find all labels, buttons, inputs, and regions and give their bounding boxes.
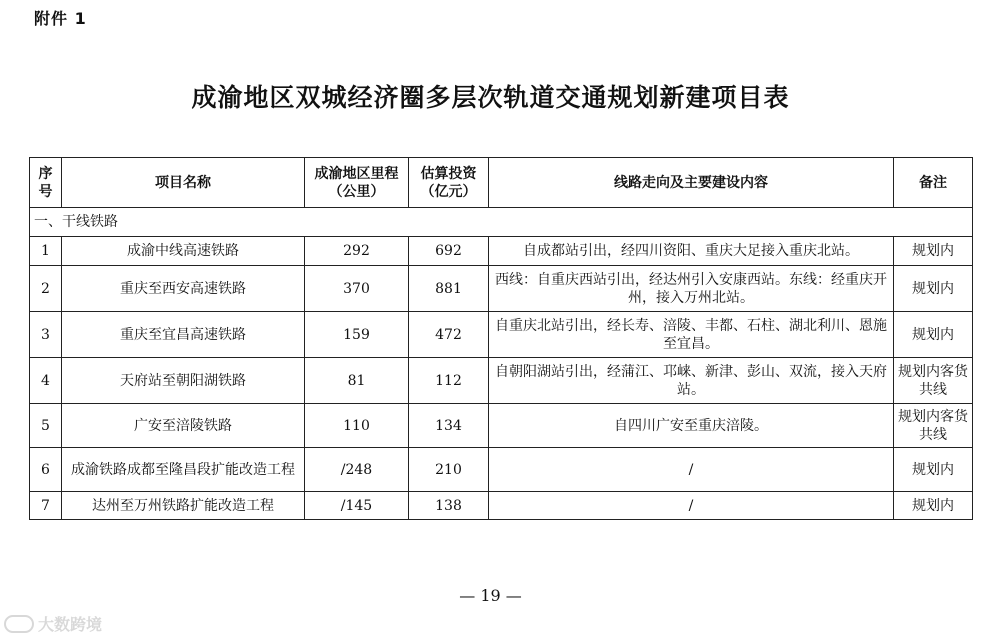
row-mileage: 110 bbox=[305, 404, 409, 448]
row-investment: 692 bbox=[409, 237, 489, 266]
row-note: 规划内客货共线 bbox=[894, 358, 973, 404]
section-row bbox=[30, 208, 973, 237]
row-name: 重庆至宜昌高速铁路 bbox=[62, 312, 305, 358]
header-mileage: 成渝地区里程（公里） bbox=[305, 158, 409, 208]
row-note: 规划内 bbox=[894, 312, 973, 358]
row-index: 7 bbox=[30, 492, 62, 520]
row-note: 规划内 bbox=[894, 448, 973, 492]
row-mileage: 370 bbox=[305, 266, 409, 312]
row-investment: 112 bbox=[409, 358, 489, 404]
row-note: 规划内 bbox=[894, 492, 973, 520]
row-route: 西线：自重庆西站引出，经达州引入安康西站。东线：经重庆开州，接入万州北站。 bbox=[489, 266, 894, 312]
row-name: 成渝铁路成都至隆昌段扩能改造工程 bbox=[62, 448, 305, 492]
table-row bbox=[30, 448, 973, 492]
watermark-text: 大数跨境 bbox=[38, 615, 103, 634]
row-name: 广安至涪陵铁路 bbox=[62, 404, 305, 448]
row-index: 3 bbox=[30, 312, 62, 358]
table-row bbox=[30, 266, 973, 312]
row-note: 规划内 bbox=[894, 237, 973, 266]
header-note: 备注 bbox=[894, 158, 973, 208]
row-name: 天府站至朝阳湖铁路 bbox=[62, 358, 305, 404]
row-investment: 472 bbox=[409, 312, 489, 358]
header-investment: 估算投资（亿元） bbox=[409, 158, 489, 208]
watermark-logo-icon bbox=[4, 615, 34, 633]
row-mileage: 292 bbox=[305, 237, 409, 266]
row-mileage: /248 bbox=[305, 448, 409, 492]
row-investment: 881 bbox=[409, 266, 489, 312]
row-mileage: 81 bbox=[305, 358, 409, 404]
row-mileage: 159 bbox=[305, 312, 409, 358]
table-row bbox=[30, 312, 973, 358]
section-label: 一、干线铁路 bbox=[30, 208, 973, 237]
project-table bbox=[29, 157, 973, 520]
row-index: 1 bbox=[30, 237, 62, 266]
row-route: 自成都站引出，经四川资阳、重庆大足接入重庆北站。 bbox=[489, 237, 894, 266]
row-name: 成渝中线高速铁路 bbox=[62, 237, 305, 266]
row-index: 6 bbox=[30, 448, 62, 492]
row-route: / bbox=[489, 492, 894, 520]
row-route: 自重庆北站引出，经长寿、涪陵、丰都、石柱、湖北利川、恩施至宜昌。 bbox=[489, 312, 894, 358]
row-index: 2 bbox=[30, 266, 62, 312]
table-row bbox=[30, 492, 973, 520]
table-row bbox=[30, 404, 973, 448]
row-name: 重庆至西安高速铁路 bbox=[62, 266, 305, 312]
annex-label: 附件 1 bbox=[34, 9, 87, 28]
header-name: 项目名称 bbox=[62, 158, 305, 208]
table-header-row bbox=[30, 158, 973, 208]
row-investment: 138 bbox=[409, 492, 489, 520]
row-index: 4 bbox=[30, 358, 62, 404]
watermark bbox=[4, 612, 102, 635]
row-note: 规划内 bbox=[894, 266, 973, 312]
header-route: 线路走向及主要建设内容 bbox=[489, 158, 894, 208]
row-investment: 210 bbox=[409, 448, 489, 492]
row-investment: 134 bbox=[409, 404, 489, 448]
page-number: — 19 — bbox=[459, 586, 522, 605]
table-row bbox=[30, 237, 973, 266]
header-index: 序号 bbox=[30, 158, 62, 208]
row-name: 达州至万州铁路扩能改造工程 bbox=[62, 492, 305, 520]
table-row bbox=[30, 358, 973, 404]
row-index: 5 bbox=[30, 404, 62, 448]
row-mileage: /145 bbox=[305, 492, 409, 520]
document-title: 成渝地区双城经济圈多层次轨道交通规划新建项目表 bbox=[191, 83, 790, 112]
row-note: 规划内客货共线 bbox=[894, 404, 973, 448]
row-route: 自朝阳湖站引出，经蒲江、邛崃、新津、彭山、双流，接入天府站。 bbox=[489, 358, 894, 404]
row-route: 自四川广安至重庆涪陵。 bbox=[489, 404, 894, 448]
row-route: / bbox=[489, 448, 894, 492]
